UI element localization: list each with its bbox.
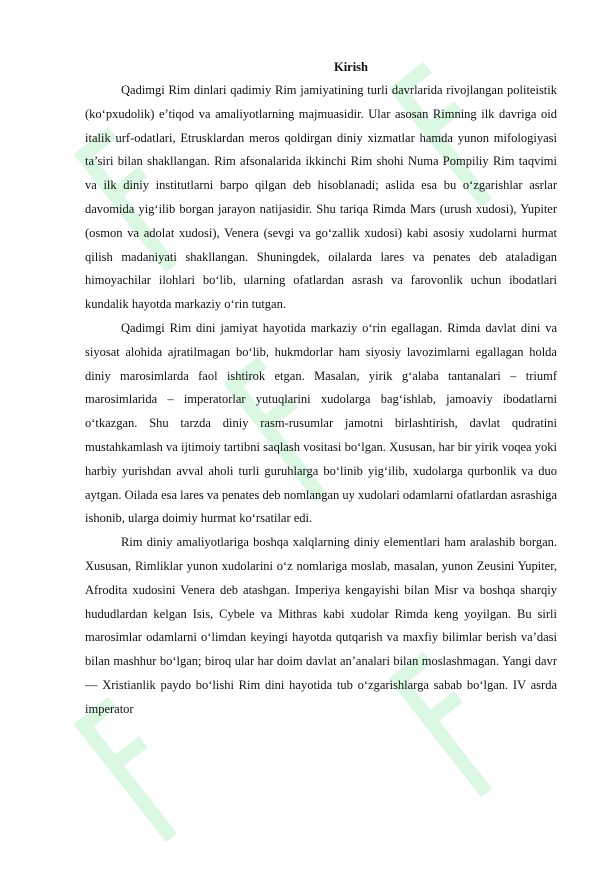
paragraph-1: Qadimgi Rim dinlari qadimiy Rim jamiyatining turli davrlarida rivojlangan politeistik (ko‘pxudolik) e’tiqod va amaliyotlarning majmuasidir. Ular asosan Rimning ilk davriga oid italik urf-odatlari, Etrusklardan meros qoldirgan diniy xizmatlar hamda yunon mifologiyasi ta’siri bilan shakllangan. Rim afsonalarida ikkinchi Rim shohi Numa Pompiliy Rim taqvimi va ilk diniy institutlarni barpo qilgan deb hisoblanadi; aslida esa bu o‘zgarishlar asrlar davomida yig‘ilib borgan jarayon natijasidir. Shu tariqa Rimda Mars (urush xudosi), Yupiter (osmon va adolat xudosi), Venera (sevgi va go‘zallik xudosi) kabi asosiy xudolarni hurmat qilish madaniyati shakllangan. Shuningdek, oilalarda lares va penates deb ataladigan himoyachilar ilohlari bo‘lib, ularning ofatlardan asrash va farovonlik uchun ibodatlari kundalik hayotda markaziy o‘rin tutgan. [85, 83, 557, 312]
paragraph-3: Rim diniy amaliyotlariga boshqa xalqlarning diniy elementlari ham aralashib borgan. Xususan, Rimliklar yunon xudolarini o‘z nomlariga moslab, masalan, yunon Zeusini Yupiter, Afrodita xudosini Venera deb atashgan. Imperiya kengayishi bilan Misr va boshqa sharqiy hududlardan kelgan Isis, Cybele va Mithras kabi xudolar Rimda keng yoyilgan. Bu sirli marosimlar odamlarni o‘limdan keyingi hayotda qutqarish va maxfiy bilimlar berish va’dasi bilan mashhur bo‘lgan; biroq ular har doim davlat an’analari bilan moslashmagan. Yangi davr — Xristianlik paydo bo‘lishi Rim dini hayotida tub o‘zgarishlarga sabab bo‘lgan. IV asrda imperator [85, 535, 557, 716]
document-title: Kirish [333, 60, 369, 74]
paragraph-2: Qadimgi Rim dini jamiyat hayotida markaziy o‘rin egallagan. Rimda davlat dini va siyosat alohida ajratilmagan bo‘lib, hukmdorlar ham siyosiy lavozimlarni egallagan holda diniy marosimlarda faol ishtirok etgan. Masalan, yirik g‘alaba tantanalari – triumf marosimlarida – imperatorlar yutuqlarini xudolarga bag‘ishlab, jamoaviy ibodatlarni o‘tkazgan. Shu tarzda diniy rasm-rusumlar jamotni birlashtirish, davlat qudratini mustahkamlash va ijtimoiy tartibni saqlash vositasi bo‘lgan. Xususan, har bir yirik voqea yoki harbiy yurishdan avval aholi turli guruhlarga bo‘linib yig‘ilib, xudolarga qurbonlik va duo aytgan. Oilada esa lares va penates deb nomlangan uy xudolari odamlarni ofatlardan asrashiga ishonib, ularga doimiy hurmat ko‘rsatilar edi. [85, 320, 557, 526]
document-page [85, 56, 557, 722]
